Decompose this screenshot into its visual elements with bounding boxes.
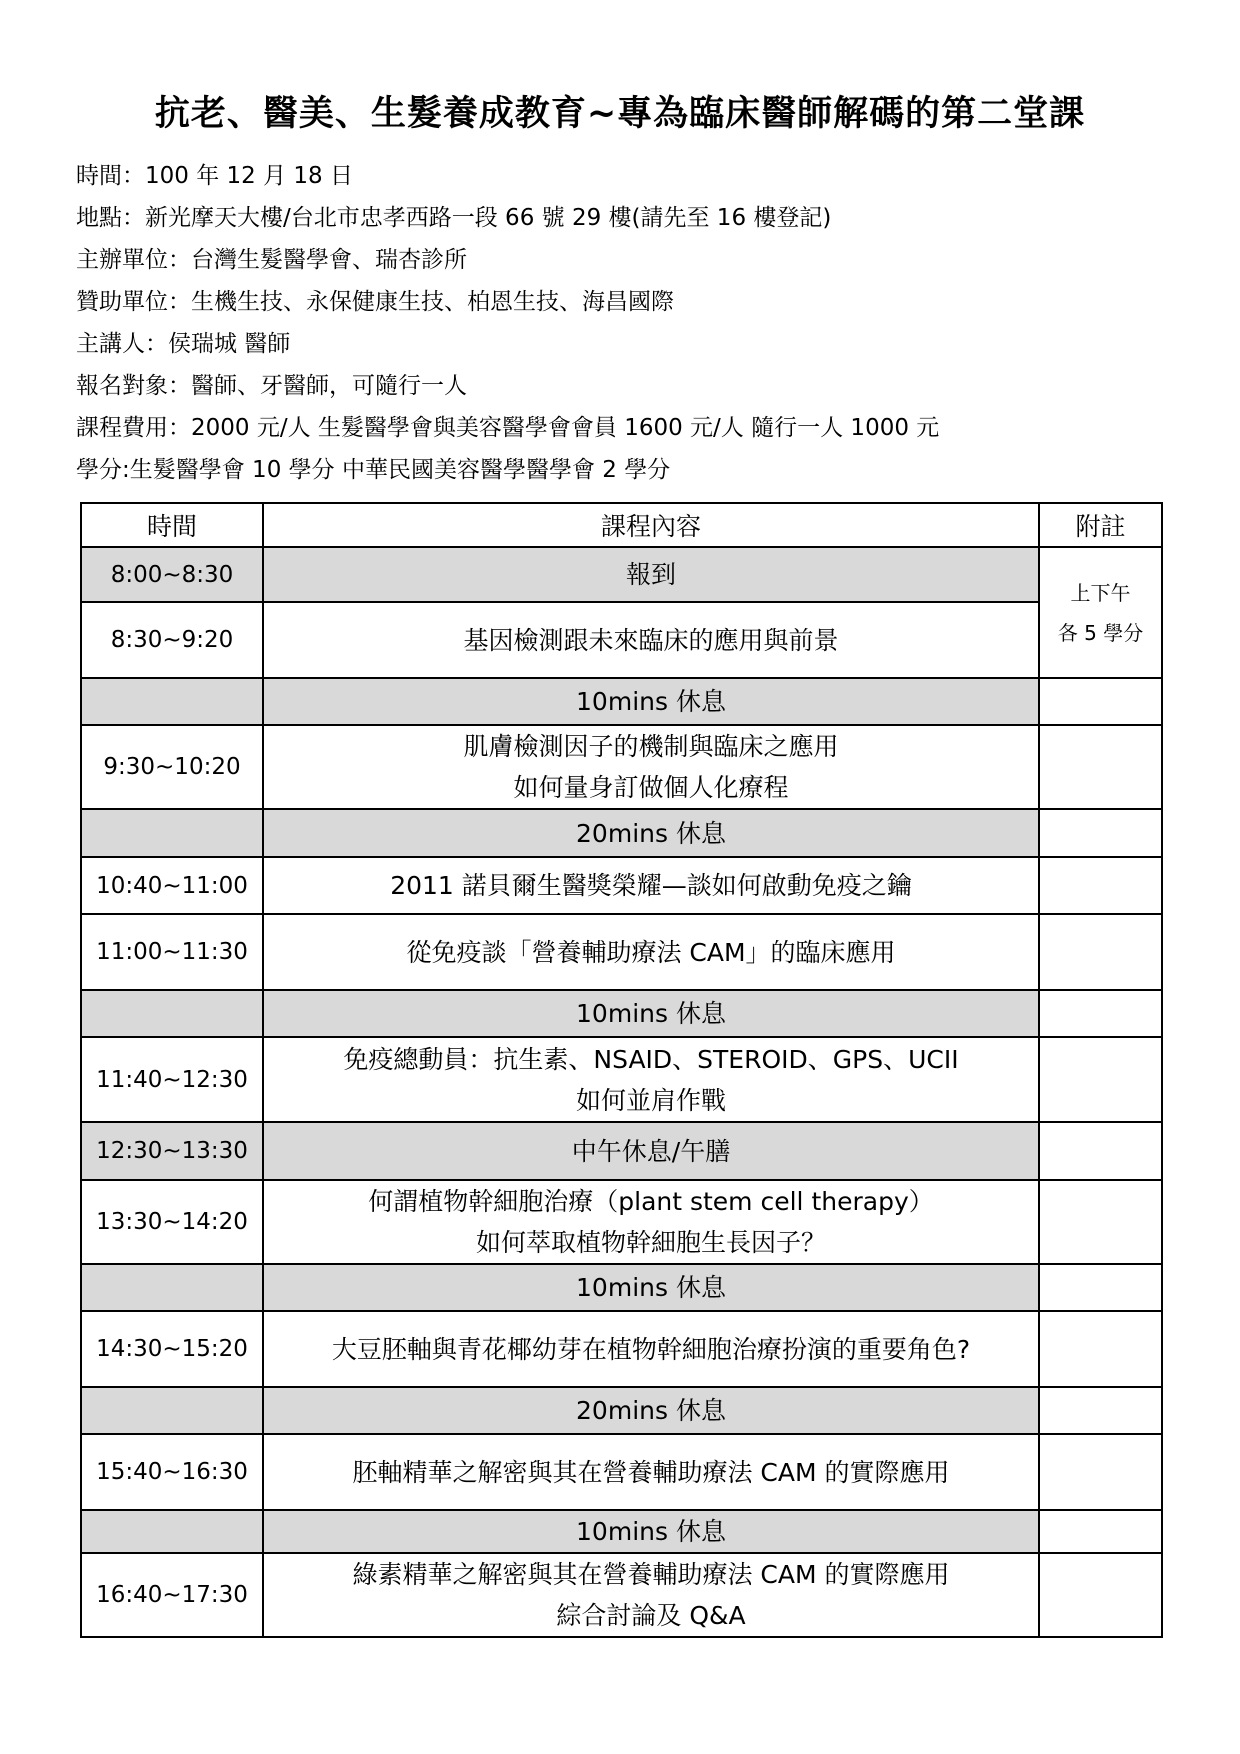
table-row: [81, 1387, 1162, 1434]
table-row: [81, 990, 1162, 1037]
content-line: 綠素精華之解密與其在營養輔助療法 CAM 的實際應用: [352, 1560, 950, 1589]
content-line: 如何並肩作戰: [575, 1085, 726, 1115]
row-note: [1039, 1387, 1162, 1434]
content-line: 從免疫談「營養輔助療法 CAM」的臨床應用: [406, 937, 896, 967]
row-content: [263, 547, 1039, 602]
row-content: [263, 1264, 1039, 1311]
row-content: [263, 857, 1039, 914]
row-note: [1039, 1434, 1162, 1510]
row-note: [1039, 914, 1162, 990]
info-speaker: 主講人：侯瑞城 醫師: [76, 331, 291, 357]
row-time: 9:30~10:20: [81, 725, 263, 809]
row-note: [1039, 809, 1162, 857]
table-row: [81, 1037, 1162, 1122]
row-note: [1039, 725, 1162, 809]
row-note: [1039, 1553, 1162, 1637]
content-line: 如何量身訂做個人化療程: [513, 773, 789, 802]
row-note: [1039, 1510, 1162, 1553]
content-line: 胚軸精華之解密與其在營養輔助療法 CAM 的實際應用: [352, 1457, 950, 1487]
row-note: [1039, 990, 1162, 1037]
content-line: 報到: [625, 560, 676, 589]
table-header-row: [81, 503, 1162, 547]
row-content: [263, 602, 1039, 678]
info-organizer: 主辦單位：台灣生髮醫學會、瑞杏診所: [76, 247, 467, 273]
row-content: [263, 1180, 1039, 1264]
row-time: [81, 809, 263, 857]
row-time: [81, 1510, 263, 1553]
content-line: 10mins 休息: [576, 1517, 726, 1546]
row-time: 8:30~9:20: [81, 602, 263, 678]
content-line: 20mins 休息: [576, 1396, 726, 1425]
row-time: 8:00~8:30: [81, 547, 263, 602]
row-content: [263, 914, 1039, 990]
content-line: 如何萃取植物幹細胞生長因子？: [475, 1228, 826, 1257]
content-line: 基因檢測跟未來臨床的應用與前景: [463, 625, 839, 655]
table-row: [81, 602, 1162, 678]
info-credits: 學分:生髮醫學會 10 學分 中華民國美容醫學醫學會 2 學分: [76, 457, 671, 483]
row-time: [81, 678, 263, 725]
content-line: 10mins 休息: [576, 999, 726, 1028]
header-time: 時間: [81, 503, 263, 547]
row-time: 14:30~15:20: [81, 1311, 263, 1387]
row-content: [263, 809, 1039, 857]
row-note: [1039, 1264, 1162, 1311]
table-row: [81, 809, 1162, 857]
row-content: [263, 1553, 1039, 1637]
info-location: 地點：新光摩天大樓/台北市忠孝西路一段 66 號 29 樓(請先至 16 樓登記): [76, 205, 832, 231]
table-row: [81, 725, 1162, 809]
content-line: 大豆胚軸與青花椰幼芽在植物幹細胞治療扮演的重要角色?: [331, 1334, 971, 1364]
row-content: [263, 1122, 1039, 1180]
table-row: [81, 1434, 1162, 1510]
content-line: 10mins 休息: [576, 687, 726, 716]
info-date: 時間：100 年 12 月 18 日: [76, 163, 353, 189]
row-note: [1039, 1180, 1162, 1264]
row-time: 15:40~16:30: [81, 1434, 263, 1510]
table-row: [81, 1264, 1162, 1311]
row-time: 11:00~11:30: [81, 914, 263, 990]
row-content: [263, 1387, 1039, 1434]
content-line: 肌膚檢測因子的機制與臨床之應用: [463, 732, 839, 761]
row-content: [263, 1037, 1039, 1122]
row-note: [1039, 857, 1162, 914]
header-note: 附註: [1039, 503, 1162, 547]
content-line: 20mins 休息: [576, 818, 726, 848]
row-time: [81, 990, 263, 1037]
row-time: 13:30~14:20: [81, 1180, 263, 1264]
table-row: [81, 1311, 1162, 1387]
row-time: 16:40~17:30: [81, 1553, 263, 1637]
table-row: [81, 857, 1162, 914]
row-time: 11:40~12:30: [81, 1037, 263, 1122]
content-line: 綜合討論及 Q&A: [556, 1601, 746, 1630]
row-note: [1039, 678, 1162, 725]
table-row: [81, 914, 1162, 990]
row-content: [263, 725, 1039, 809]
content-line: 中午休息/午膳: [571, 1136, 731, 1166]
info-audience: 報名對象：醫師、牙醫師，可隨行一人: [76, 373, 467, 399]
info-sponsor: 贊助單位：生機生技、永保健康生技、柏恩生技、海昌國際: [76, 289, 674, 315]
table-row: [81, 1510, 1162, 1553]
page-title: 抗老、醫美、生髮養成教育~專為臨床醫師解碼的第二堂課: [154, 94, 1086, 134]
row-content: [263, 1510, 1039, 1553]
content-line: 10mins 休息: [576, 1273, 726, 1302]
content-line: 何謂植物幹細胞治療（plant stem cell therapy）: [368, 1187, 934, 1216]
table-row: [81, 1180, 1162, 1264]
table-row: [81, 1553, 1162, 1637]
row-time: [81, 1387, 263, 1434]
table-row: [81, 1122, 1162, 1180]
table-row: [81, 547, 1162, 602]
row-note: [1039, 1311, 1162, 1387]
note-line: 各 5 學分: [1057, 620, 1144, 645]
row-note: [1039, 1037, 1162, 1122]
row-time: 12:30~13:30: [81, 1122, 263, 1180]
table-row: [81, 678, 1162, 725]
header-content: 課程內容: [263, 503, 1039, 547]
row-content: [263, 678, 1039, 725]
note-line: 上下午: [1070, 580, 1131, 605]
schedule-table: [80, 502, 1163, 1638]
row-content: [263, 1311, 1039, 1387]
info-fee: 課程費用：2000 元/人 生髮醫學會與美容醫學會會員 1600 元/人 隨行一人 1000 元: [76, 415, 940, 441]
row-time: 10:40~11:00: [81, 857, 263, 914]
row-content: [263, 1434, 1039, 1510]
row-time: [81, 1264, 263, 1311]
credit-note: [1039, 547, 1162, 678]
row-content: [263, 990, 1039, 1037]
row-note: [1039, 1122, 1162, 1180]
content-line: 免疫總動員：抗生素、NSAID、STEROID、GPS、UCII: [343, 1044, 959, 1074]
content-line: 2011 諾貝爾生醫獎榮耀—談如何啟動免疫之鑰: [390, 871, 912, 900]
event-info: [76, 155, 939, 491]
